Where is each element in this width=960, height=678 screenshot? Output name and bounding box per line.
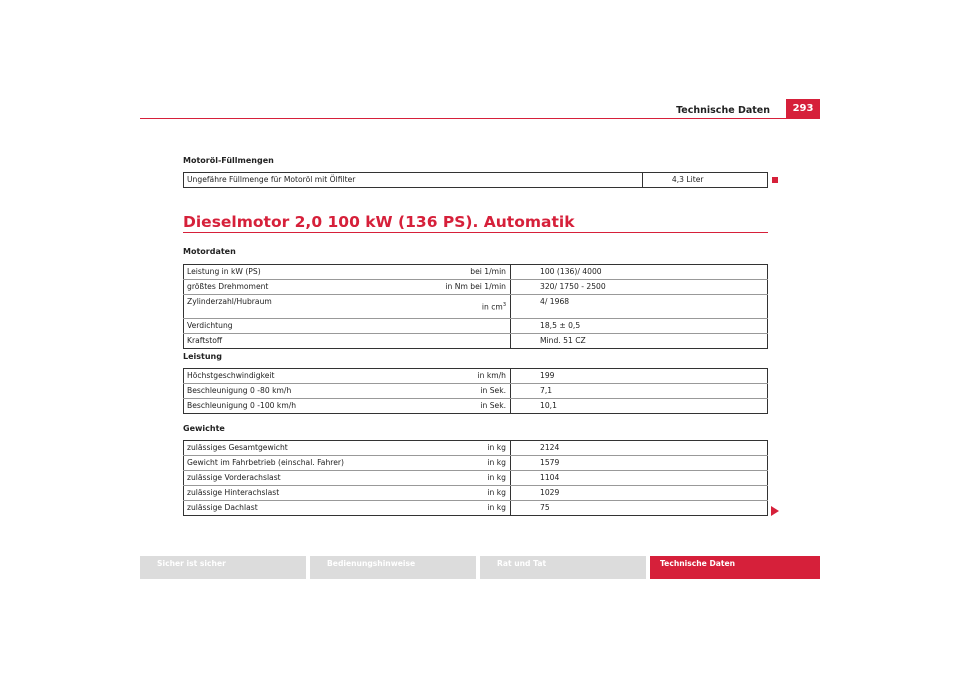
section-heading: Dieselmotor 2,0 100 kW (136 PS). Automatik bbox=[183, 213, 575, 231]
row-label: Höchstgeschwindigkeit bbox=[184, 369, 421, 384]
table-row bbox=[184, 441, 768, 456]
row-label: Gewicht im Fahrbetrieb (einschal. Fahrer) bbox=[184, 456, 421, 471]
engine-section-label: Motordaten bbox=[183, 247, 236, 256]
row-unit-text: in kg bbox=[487, 443, 506, 452]
row-label: Beschleunigung 0 -100 km/h bbox=[187, 401, 297, 410]
oil-section-label: Motoröl-Füllmengen bbox=[183, 156, 274, 165]
oil-row-label: Ungefähre Füllmenge für Motoröl mit Ölfilter bbox=[184, 173, 643, 188]
table-row bbox=[184, 173, 768, 188]
table-row bbox=[184, 471, 768, 486]
row-unit-text: in Sek. bbox=[480, 386, 506, 395]
footer-tab-bar bbox=[140, 556, 820, 579]
weights-table bbox=[183, 440, 768, 516]
row-unit-text: in Sek. bbox=[480, 401, 506, 410]
table-row bbox=[184, 399, 768, 414]
row-value: 7,1 bbox=[511, 384, 768, 399]
row-unit bbox=[420, 280, 511, 295]
row-value: 199 bbox=[511, 369, 768, 384]
row-value: 10,1 bbox=[540, 401, 557, 410]
row-label: zulässige Hinterachslast bbox=[184, 486, 421, 501]
row-label: Zylinderzahl/Hubraum bbox=[184, 295, 421, 319]
table-row bbox=[184, 384, 768, 399]
row-label: größtes Drehmoment bbox=[184, 280, 421, 295]
row-unit-text: in cm bbox=[481, 302, 503, 312]
tab-technische-daten[interactable]: Technische Daten bbox=[650, 556, 820, 579]
row-label: Beschleunigung 0 -80 km/h bbox=[184, 384, 421, 399]
row-label: zulässige Dachlast bbox=[187, 503, 258, 512]
row-value: 1104 bbox=[511, 471, 768, 486]
performance-section-label: Leistung bbox=[183, 352, 222, 361]
performance-table bbox=[183, 368, 768, 414]
row-unit bbox=[420, 441, 511, 456]
row-unit-superscript: 3 bbox=[502, 302, 506, 308]
row-value: 320/ 1750 - 2500 bbox=[511, 280, 768, 295]
header-rule bbox=[140, 118, 820, 119]
row-unit bbox=[420, 295, 511, 319]
tab-sicher-ist-sicher[interactable]: Sicher ist sicher bbox=[140, 556, 306, 579]
row-unit bbox=[420, 318, 511, 333]
row-unit-text: in km/h bbox=[477, 371, 506, 380]
row-unit-text: bei 1/min bbox=[470, 267, 506, 276]
row-unit bbox=[420, 471, 511, 486]
table-row bbox=[184, 280, 768, 295]
row-unit-text: in kg bbox=[487, 503, 506, 512]
oil-row-value: 4,3 Liter bbox=[671, 175, 704, 184]
tab-bedienungshinweise[interactable]: Bedienungshinweise bbox=[310, 556, 476, 579]
tab-rat-und-tat[interactable]: Rat und Tat bbox=[480, 556, 646, 579]
header-title: Technische Daten bbox=[676, 105, 770, 116]
row-unit bbox=[420, 369, 511, 384]
row-unit-text: in kg bbox=[487, 473, 506, 482]
row-label: Verdichtung bbox=[184, 318, 421, 333]
row-unit bbox=[420, 384, 511, 399]
row-unit bbox=[420, 486, 511, 501]
table-row bbox=[184, 318, 768, 333]
table-row bbox=[184, 369, 768, 384]
row-label: zulässiges Gesamtgewicht bbox=[184, 441, 421, 456]
table-row bbox=[184, 486, 768, 501]
row-unit bbox=[420, 333, 511, 348]
table-row bbox=[184, 501, 768, 516]
oil-table bbox=[183, 172, 768, 188]
row-value: 2124 bbox=[511, 441, 768, 456]
row-label: zulässige Vorderachslast bbox=[184, 471, 421, 486]
continue-arrow-icon bbox=[771, 506, 779, 516]
row-value: 4/ 1968 bbox=[511, 295, 768, 319]
page-number-badge: 293 bbox=[786, 99, 820, 118]
table-row bbox=[184, 333, 768, 348]
row-value: 75 bbox=[540, 503, 550, 512]
row-unit-text: in kg bbox=[487, 488, 506, 497]
row-value: 1029 bbox=[511, 486, 768, 501]
row-label: Leistung in kW (PS) bbox=[184, 265, 421, 280]
engine-table bbox=[183, 264, 768, 349]
row-value: 100 (136)/ 4000 bbox=[511, 265, 768, 280]
row-unit-text: in kg bbox=[487, 458, 506, 467]
row-value: 18,5 ± 0,5 bbox=[511, 318, 768, 333]
table-row bbox=[184, 265, 768, 280]
row-label: Kraftstoff bbox=[187, 335, 223, 345]
row-unit bbox=[420, 456, 511, 471]
weights-section-label: Gewichte bbox=[183, 424, 225, 433]
row-value: 1579 bbox=[511, 456, 768, 471]
row-value: Mind. 51 CZ bbox=[540, 335, 586, 345]
row-unit bbox=[420, 265, 511, 280]
section-end-marker bbox=[772, 177, 778, 183]
row-unit-text: in Nm bei 1/min bbox=[445, 282, 506, 291]
table-row bbox=[184, 456, 768, 471]
row-unit bbox=[420, 399, 511, 414]
row-unit bbox=[420, 501, 511, 516]
table-row bbox=[184, 295, 768, 319]
section-heading-rule bbox=[183, 232, 768, 233]
